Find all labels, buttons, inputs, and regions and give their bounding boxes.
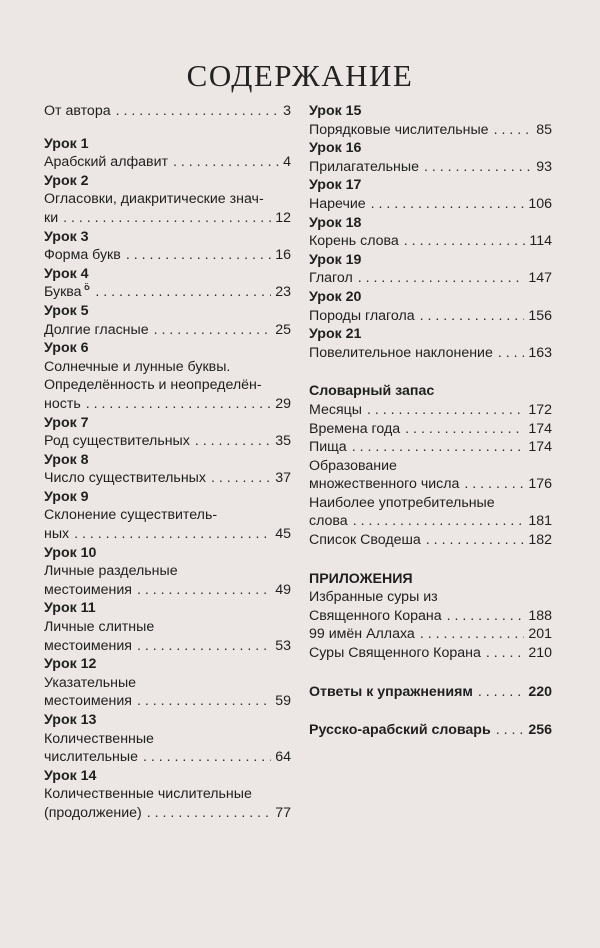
toc-entry-title: Русско-арабский словарь (309, 722, 491, 739)
toc-entry-title: Месяцы (309, 401, 362, 418)
lesson-heading: Урок 5 (44, 302, 89, 319)
toc-entry-link[interactable] (309, 401, 552, 420)
lesson-heading: Урок 10 (44, 544, 97, 561)
toc-entry-title: Форма букв (44, 247, 121, 264)
dot-leader (371, 195, 525, 214)
dot-leader (147, 804, 271, 823)
toc-entry-link[interactable] (309, 625, 552, 644)
lesson-heading: Урок 13 (44, 712, 97, 728)
toc-entry-link[interactable] (44, 637, 291, 656)
lesson-heading: Урок 21 (309, 326, 362, 343)
toc-entry-link[interactable] (44, 153, 291, 172)
toc-right-column (309, 102, 552, 740)
dot-leader (74, 525, 271, 544)
page-number: 4 (283, 154, 291, 171)
dot-leader (195, 432, 271, 451)
toc-entry-link[interactable] (309, 344, 552, 363)
toc-entry-title: Буква ة (44, 278, 91, 301)
dot-leader (211, 469, 271, 488)
toc-entry-link[interactable] (44, 432, 291, 451)
toc-entry-title: Повелительное наклонение (309, 344, 493, 361)
page-number: 64 (275, 749, 291, 766)
dot-leader (420, 625, 525, 644)
dot-leader (424, 158, 532, 177)
toc-entry-link[interactable] (44, 525, 291, 544)
toc-entry-link[interactable] (309, 683, 552, 702)
dot-leader (496, 721, 525, 740)
page-title: СОДЕРЖАНИЕ (186, 58, 414, 93)
toc-entry-text: Количественные (44, 730, 154, 747)
toc-entry-link[interactable] (309, 531, 552, 550)
toc-entry-title: местоимения (44, 693, 132, 710)
dot-leader (352, 438, 525, 457)
toc-entry-title: Времена года (309, 420, 401, 437)
toc-entry-title: Наречие (309, 195, 366, 212)
toc-entry-text: Указательные (44, 674, 137, 691)
toc-entry-text: Огласовки, диакритические знач- (44, 191, 264, 208)
toc-entry-link[interactable] (309, 607, 552, 626)
toc-entry-title: Священного Корана (309, 607, 442, 624)
page-number: 85 (536, 121, 552, 138)
toc-entry-link[interactable] (309, 232, 552, 251)
lesson-heading: Урок 3 (44, 228, 89, 245)
toc-entry-title: 99 имён Аллаха (309, 626, 415, 643)
page-number: 45 (275, 526, 291, 543)
page-number: 93 (536, 158, 552, 175)
dot-leader (63, 209, 271, 228)
page-number: 220 (528, 683, 552, 700)
page-number: 35 (275, 433, 291, 450)
toc-entry-title: ность (44, 395, 81, 412)
toc-entry-title: Корень слова (309, 233, 399, 250)
toc-entry-title: множественного числа (309, 476, 460, 493)
page-number: 25 (275, 321, 291, 338)
lesson-heading: Урок 11 (44, 600, 96, 617)
dot-leader (358, 269, 525, 288)
dot-leader (464, 475, 524, 494)
dot-leader (154, 321, 272, 340)
page-number: 37 (275, 470, 291, 487)
lesson-heading: Урок 19 (309, 251, 362, 268)
toc-entry-text: Солнечные и лунные буквы. (44, 358, 231, 375)
toc-entry-link[interactable] (309, 307, 552, 326)
page-number: 174 (528, 420, 552, 437)
lesson-heading: Урок 20 (309, 288, 362, 305)
toc-entry-text: Образование (309, 457, 397, 474)
dot-leader (367, 401, 524, 420)
page-number: 12 (275, 209, 291, 226)
dot-leader (126, 246, 271, 265)
toc-entry-link[interactable] (309, 721, 552, 740)
dot-leader (447, 607, 525, 626)
page-number: 77 (275, 804, 291, 821)
dot-leader (173, 153, 279, 172)
toc-entry-link[interactable] (44, 581, 291, 600)
page-number: 172 (528, 401, 552, 418)
page-number: 156 (528, 307, 552, 324)
dot-leader (498, 344, 524, 363)
dot-leader (486, 644, 524, 663)
toc-entry-link[interactable] (309, 158, 552, 177)
dot-leader (95, 283, 271, 302)
lesson-heading: Урок 7 (44, 414, 89, 431)
toc-entry-link[interactable] (309, 438, 552, 457)
toc-entry-link[interactable] (309, 475, 552, 494)
toc-entry-link[interactable] (309, 644, 552, 663)
toc-entry-title: Арабский алфавит (44, 154, 168, 171)
page-number: 201 (528, 626, 552, 643)
lesson-heading: Урок 8 (44, 451, 89, 468)
toc-entry-title: Порядковые числительные (309, 121, 489, 138)
page-number: 16 (275, 247, 291, 264)
lesson-heading: Урок 1 (44, 135, 89, 152)
toc-entry-title: Породы глагола (309, 307, 415, 324)
toc-entry-title: Суры Священного Корана (309, 645, 481, 662)
toc-entry-link[interactable] (44, 692, 291, 711)
lesson-heading: Урок 4 (44, 265, 89, 282)
toc-entry-title: (продолжение) (44, 804, 142, 821)
toc-entry-text: Определённость и неопределён- (44, 377, 262, 394)
page-number: 3 (283, 103, 291, 119)
page-number: 174 (528, 439, 552, 456)
lesson-heading: Урок 6 (44, 340, 89, 357)
dot-leader (426, 531, 525, 550)
dot-leader (137, 581, 271, 600)
lesson-heading: Урок 15 (309, 103, 362, 119)
toc-entry-link[interactable] (44, 209, 291, 228)
toc-entry-link[interactable] (309, 420, 552, 439)
toc-entry-title: Список Сводеша (309, 532, 421, 549)
toc-entry-link[interactable] (44, 278, 291, 302)
lesson-heading: Урок 16 (309, 140, 362, 157)
toc-entry-title: Долгие гласные (44, 321, 149, 338)
toc-entry-text: Личные раздельные (44, 563, 178, 580)
toc-entry-link[interactable] (44, 469, 291, 488)
toc-entry-link[interactable] (44, 246, 291, 265)
toc-entry-title: местоимения (44, 581, 132, 598)
toc-entry-link[interactable] (44, 321, 291, 340)
lesson-heading: Урок 2 (44, 172, 89, 189)
dot-leader (405, 420, 524, 439)
page-number: 114 (529, 233, 552, 250)
lesson-heading: Урок 9 (44, 488, 89, 505)
page-number: 176 (528, 476, 552, 493)
toc-entry-title: местоимения (44, 637, 132, 654)
page-number: 29 (275, 395, 291, 412)
page-number: 210 (528, 645, 552, 662)
toc-entry-title: ных (44, 526, 70, 543)
toc-entry-title: ки (44, 209, 59, 226)
dot-leader (116, 102, 280, 121)
page-number: 53 (275, 637, 291, 654)
lesson-heading: Урок 17 (309, 177, 362, 194)
toc-entry-text: Количественные числительные (44, 786, 252, 803)
section-heading-appendix: ПРИЛОЖЕНИЯ (309, 570, 413, 587)
toc-left-column (44, 102, 291, 823)
toc-entry-title: Глагол (309, 270, 353, 287)
toc-entry-text: Личные слитные (44, 619, 155, 636)
dot-leader (137, 692, 271, 711)
page-number: 59 (275, 693, 291, 710)
toc-entry-link[interactable] (309, 269, 552, 288)
toc-entry-title: Пища (309, 439, 347, 456)
toc-entry-title: Ответы к упражнениям (309, 683, 473, 700)
page-number: 163 (528, 344, 552, 361)
page-number: 106 (528, 195, 552, 212)
toc-entry-link[interactable] (309, 121, 552, 140)
lesson-heading: Урок 12 (44, 656, 97, 673)
toc-entry-title: Число существительных (44, 470, 206, 487)
page-number: 147 (528, 270, 552, 287)
dot-leader (86, 395, 272, 414)
dot-leader (404, 232, 526, 251)
toc-entry-title: числительные (44, 749, 138, 766)
lesson-heading: Урок 18 (309, 214, 362, 231)
page-number: 182 (528, 532, 552, 549)
page-number: 188 (528, 607, 552, 624)
toc-entry-title: Род существительных (44, 433, 190, 450)
toc-entry-title: Прилагательные (309, 158, 419, 175)
toc-entry-link[interactable] (44, 395, 291, 414)
toc-entry-title: От автора (44, 103, 111, 119)
toc-entry-link[interactable] (309, 512, 552, 531)
toc-entry-link[interactable] (44, 804, 291, 823)
page-number: 23 (275, 284, 291, 301)
toc-entry-text: Склонение существитель- (44, 507, 218, 524)
toc-entry-text: Наиболее употребительные (309, 494, 495, 511)
page-number: 49 (275, 581, 291, 598)
dot-leader (137, 637, 271, 656)
section-heading-vocabulary: Словарный запас (309, 383, 435, 400)
dot-leader (143, 748, 271, 767)
page-number: 181 (528, 513, 552, 530)
toc-entry-text: Избранные суры из (309, 589, 438, 606)
dot-leader (494, 121, 533, 140)
dot-leader (478, 683, 524, 702)
dot-leader (353, 512, 525, 531)
page-number: 256 (528, 722, 552, 739)
lesson-heading: Урок 14 (44, 767, 97, 784)
ta-marbuta-glyph: ة (83, 278, 91, 294)
dot-leader (420, 307, 525, 326)
toc-entry-title: слова (309, 513, 348, 530)
toc-entry-link[interactable] (44, 748, 291, 767)
toc-entry-link[interactable] (309, 195, 552, 214)
toc-entry-link[interactable] (44, 102, 291, 121)
